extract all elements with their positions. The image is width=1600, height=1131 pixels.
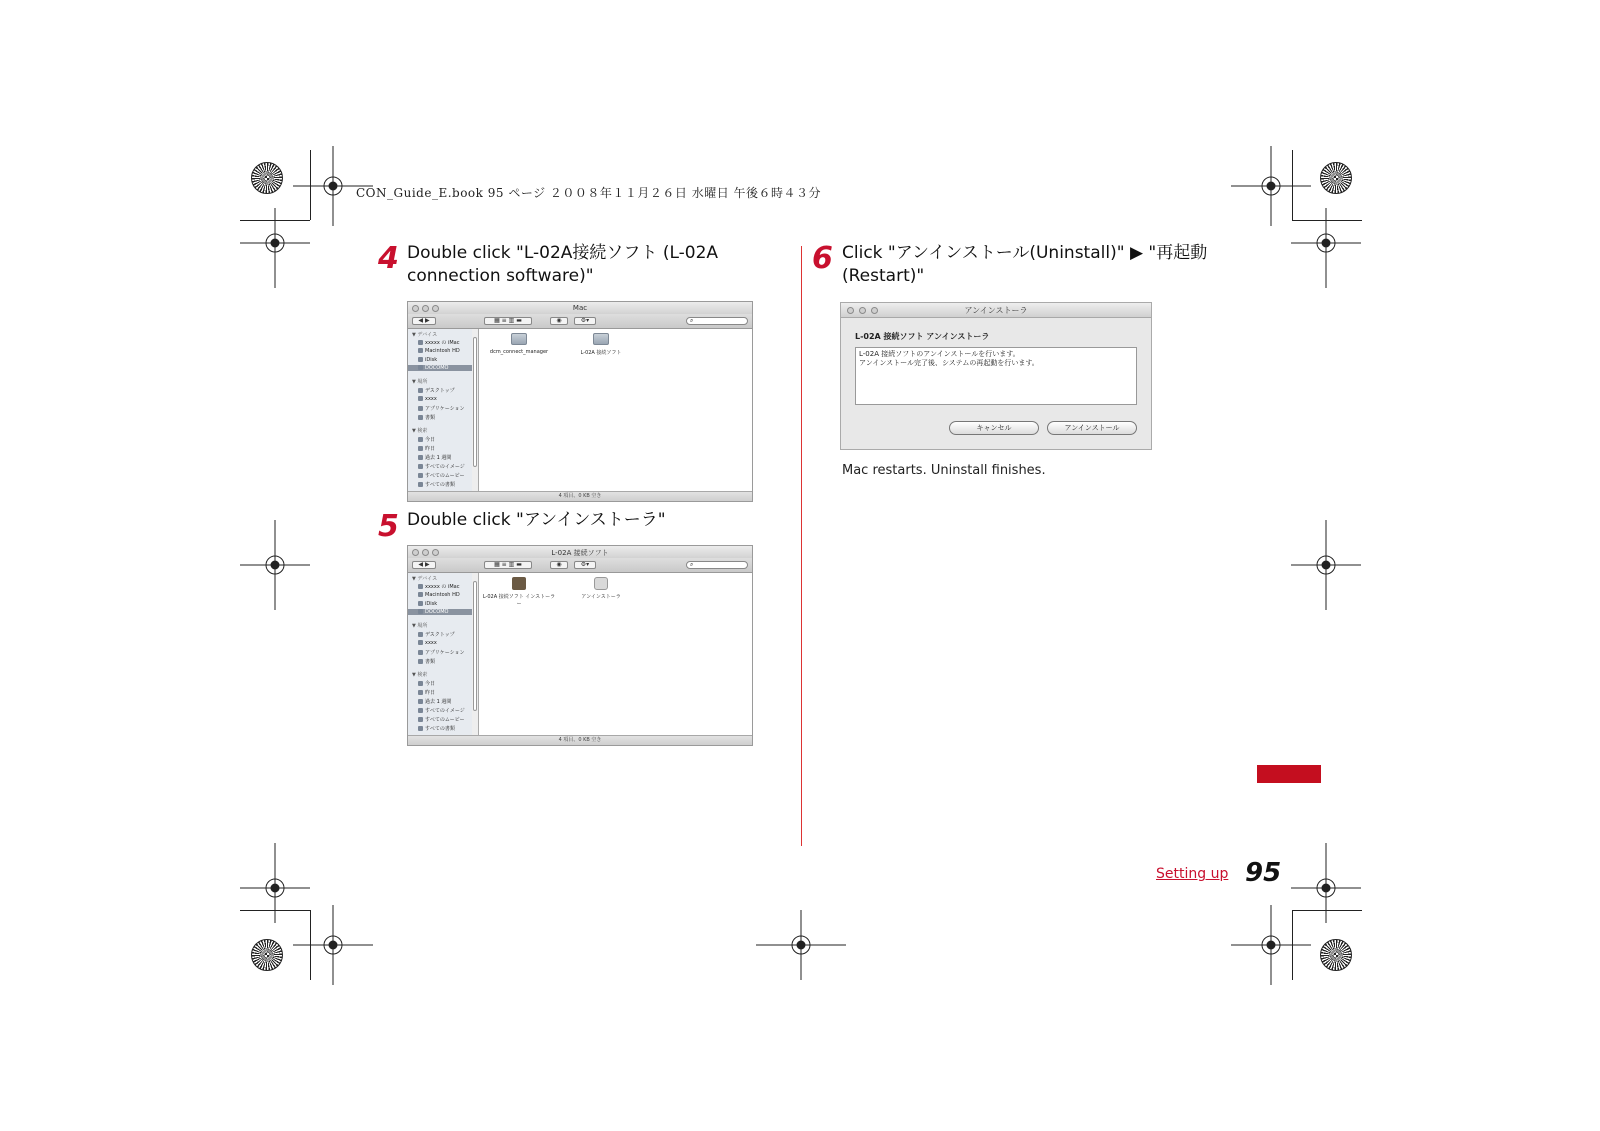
sidebar-item[interactable]: 過去 1 週間 xyxy=(418,698,451,705)
file-item-uninstaller[interactable]: アンインストーラ xyxy=(563,577,639,600)
step-text-4-line1: Double click "L-02A接続ソフト (L-02A xyxy=(407,243,719,263)
smart-folder-icon xyxy=(418,717,423,722)
sidebar-item[interactable]: 今日 xyxy=(418,436,435,443)
file-item-folder[interactable]: L-02A 接続ソフト xyxy=(563,333,639,356)
sidebar-item[interactable]: すべてのイメージ xyxy=(418,463,465,470)
uninstall-button[interactable]: アンインストール xyxy=(1047,421,1137,435)
sidebar-item[interactable]: デスクトップ xyxy=(418,387,455,394)
sidebar-item[interactable]: デスクトップ xyxy=(418,631,455,638)
footer-section-label: Setting up xyxy=(1156,866,1229,882)
sidebar-item[interactable]: xxxxx の iMac xyxy=(418,339,460,346)
status-bar: 4 項目、0 KB 空き xyxy=(408,491,752,501)
step-text-4-line2: connection software)" xyxy=(407,266,594,286)
clock-icon xyxy=(418,681,423,686)
file-area xyxy=(479,329,752,492)
documents-icon xyxy=(418,415,423,420)
back-forward-button[interactable]: ◀ ▶ xyxy=(412,317,436,325)
sidebar-item[interactable]: アプリケーション xyxy=(418,405,465,412)
scrollbar-thumb[interactable] xyxy=(473,581,477,711)
step-number-4: 4 xyxy=(378,241,399,276)
smart-folder-icon xyxy=(418,708,423,713)
finder-window-l02a xyxy=(407,545,753,746)
window-title: アンインストーラ xyxy=(964,306,1028,315)
desktop-icon xyxy=(418,388,423,393)
sidebar-item[interactable]: xxxx xyxy=(418,640,437,646)
uninstaller-app-icon xyxy=(594,577,608,590)
folder-icon xyxy=(593,333,609,345)
dialog-message-line1: L-02A 接続ソフトのアンインストールを行います。 xyxy=(859,350,1020,358)
sidebar-header-search: ▼ 検索 xyxy=(412,672,428,678)
disk-icon xyxy=(418,365,423,370)
sidebar-scrollbar[interactable] xyxy=(472,329,479,492)
section-index-tab xyxy=(1257,765,1321,783)
step-number-5: 5 xyxy=(378,509,399,544)
sidebar-item[interactable]: xxxxx の iMac xyxy=(418,583,460,590)
sidebar-item[interactable]: Macintosh HD xyxy=(418,592,460,598)
sidebar-item[interactable]: アプリケーション xyxy=(418,649,465,656)
sidebar-item[interactable]: 書類 xyxy=(418,658,435,665)
sidebar-item[interactable]: すべてのムービー xyxy=(418,472,464,479)
clock-icon xyxy=(418,699,423,704)
column-divider xyxy=(801,246,802,846)
quicklook-button[interactable]: ◉ xyxy=(550,317,568,325)
sidebar-item-selected[interactable]: DOCOMO xyxy=(408,609,472,615)
file-area xyxy=(479,573,752,736)
window-title: Mac xyxy=(572,304,588,312)
sidebar-item[interactable]: 昨日 xyxy=(418,689,435,696)
step-text-6-line1: Click "アンインストール(Uninstall)" ▶ "再起動 xyxy=(842,243,1208,263)
sidebar-item[interactable]: xxxx xyxy=(418,396,437,402)
desktop-icon xyxy=(418,632,423,637)
smart-folder-icon xyxy=(418,464,423,469)
dialog-heading: L-02A 接続ソフト アンインストーラ xyxy=(855,332,990,341)
dialog-message xyxy=(855,347,1137,405)
cancel-button[interactable]: キャンセル xyxy=(949,421,1039,435)
sidebar-scrollbar[interactable] xyxy=(472,573,479,736)
idisk-icon xyxy=(418,601,423,606)
disk-icon xyxy=(418,348,423,353)
smart-folder-icon xyxy=(418,473,423,478)
sidebar-header-devices: ▼ デバイス xyxy=(412,332,438,338)
sidebar-item[interactable]: iDisk xyxy=(418,357,437,363)
result-note: Mac restarts. Uninstall finishes. xyxy=(842,463,1046,478)
smart-folder-icon xyxy=(418,482,423,487)
view-mode-buttons[interactable]: ▦ ≡ ▥ ▬ xyxy=(484,317,532,325)
sidebar-item[interactable]: 今日 xyxy=(418,680,435,687)
search-input[interactable]: ⌕ xyxy=(686,317,748,325)
search-input[interactable]: ⌕ xyxy=(686,561,748,569)
disk-icon xyxy=(418,609,423,614)
sidebar-item[interactable]: 過去 1 週間 xyxy=(418,454,451,461)
step-text-6 xyxy=(842,242,1207,288)
clock-icon xyxy=(418,437,423,442)
back-forward-button[interactable]: ◀ ▶ xyxy=(412,561,436,569)
action-gear-button[interactable]: ⚙▾ xyxy=(574,317,596,325)
dialog-message-line2: アンインストール完了後、システムの再起動を行います。 xyxy=(859,359,1039,367)
clock-icon xyxy=(418,690,423,695)
disk-icon xyxy=(418,592,423,597)
sidebar-item[interactable]: 昨日 xyxy=(418,445,435,452)
action-gear-button[interactable]: ⚙▾ xyxy=(574,561,596,569)
smart-folder-icon xyxy=(418,726,423,731)
step-text-6-line2: (Restart)" xyxy=(842,266,925,286)
idisk-icon xyxy=(418,357,423,362)
window-title: L-02A 接続ソフト xyxy=(551,549,609,557)
clock-icon xyxy=(418,455,423,460)
sidebar-header-devices: ▼ デバイス xyxy=(412,576,438,582)
documents-icon xyxy=(418,659,423,664)
step-text-5: Double click "アンインストーラ" xyxy=(407,510,666,530)
sidebar-header-search: ▼ 検索 xyxy=(412,428,428,434)
clock-icon xyxy=(418,446,423,451)
file-item-installer[interactable]: L-02A 接続ソフト インストーラー xyxy=(481,577,557,607)
sidebar-item[interactable]: Macintosh HD xyxy=(418,348,460,354)
finder-window-mac xyxy=(407,301,753,502)
sidebar-item-selected[interactable]: DOCOMO xyxy=(408,365,472,371)
uninstaller-dialog xyxy=(840,302,1152,450)
sidebar-item[interactable]: すべての書類 xyxy=(418,725,455,732)
computer-icon xyxy=(418,584,423,589)
view-mode-buttons[interactable]: ▦ ≡ ▥ ▬ xyxy=(484,561,532,569)
step-text-4 xyxy=(407,242,718,288)
page-number: 95 xyxy=(1245,858,1282,888)
scrollbar-thumb[interactable] xyxy=(473,337,477,467)
status-bar: 4 項目、0 KB 空き xyxy=(408,735,752,745)
package-icon xyxy=(512,577,526,590)
toolbar xyxy=(408,314,752,329)
applications-icon xyxy=(418,650,423,655)
home-icon xyxy=(418,396,423,401)
applications-icon xyxy=(418,406,423,411)
sidebar xyxy=(408,573,473,736)
quicklook-button[interactable]: ◉ xyxy=(550,561,568,569)
sidebar xyxy=(408,329,473,492)
step-number-6: 6 xyxy=(812,241,833,276)
print-header: CON_Guide_E.book 95 ページ ２００８年１１月２６日 水曜日 午後６時４３分 xyxy=(356,186,822,200)
sidebar-header-places: ▼ 場所 xyxy=(412,379,428,385)
sidebar-item[interactable]: すべてのムービー xyxy=(418,716,464,723)
folder-icon xyxy=(511,333,527,345)
file-item-folder[interactable]: dcm_connect_manager xyxy=(481,333,557,355)
home-icon xyxy=(418,640,423,645)
sidebar-header-places: ▼ 場所 xyxy=(412,623,428,629)
sidebar-item[interactable]: すべての書類 xyxy=(418,481,455,488)
sidebar-item[interactable]: iDisk xyxy=(418,601,437,607)
toolbar xyxy=(408,558,752,573)
computer-icon xyxy=(418,340,423,345)
title-bar xyxy=(841,303,1151,318)
sidebar-item[interactable]: すべてのイメージ xyxy=(418,707,465,714)
sidebar-item[interactable]: 書類 xyxy=(418,414,435,421)
